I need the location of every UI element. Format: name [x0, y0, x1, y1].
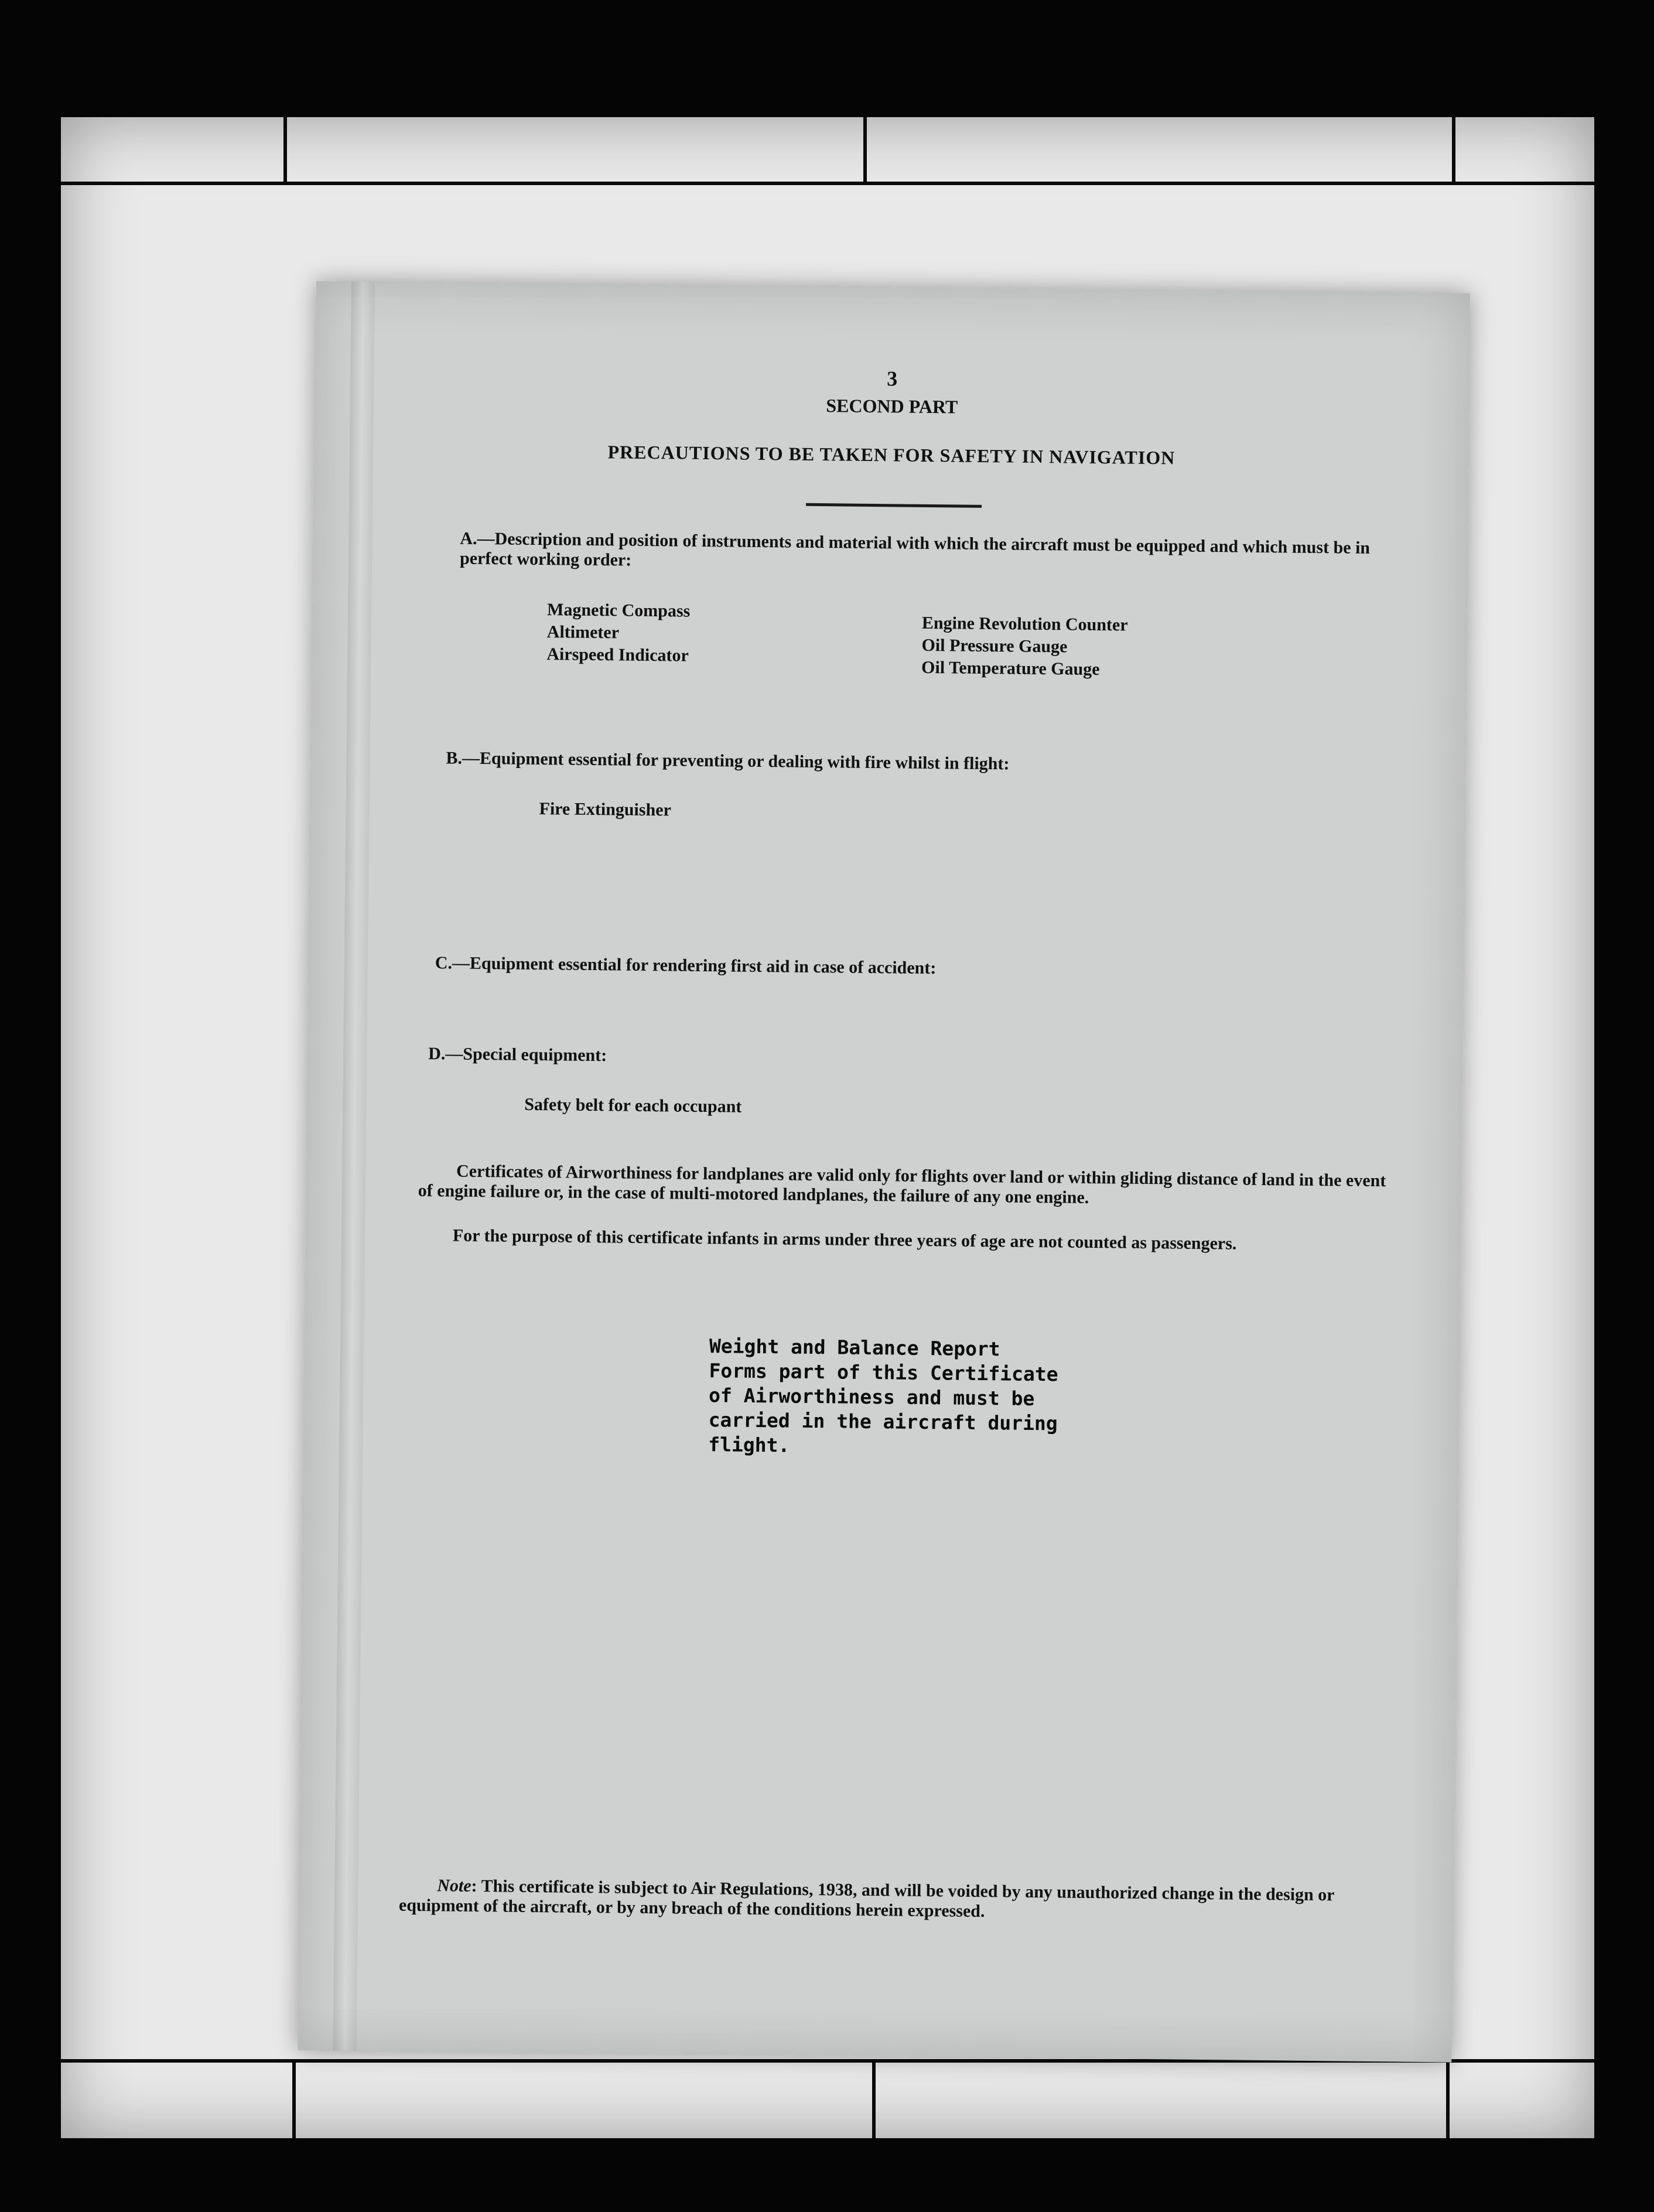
note-label: Note	[437, 1876, 471, 1896]
instrument-item: Oil Temperature Gauge	[921, 657, 1100, 680]
page-number: 3	[887, 367, 898, 391]
frame-line-vertical-1	[283, 117, 287, 183]
instrument-item: Oil Pressure Gauge	[921, 635, 1068, 657]
fire-equipment-item: Fire Extinguisher	[539, 799, 672, 820]
frame-line-top	[61, 182, 1594, 185]
part-title: SECOND PART	[826, 395, 958, 418]
typed-line: Weight and Balance Report	[709, 1334, 1000, 1361]
page-fold-shadow	[333, 282, 375, 2051]
infants-paragraph: For the purpose of this certificate infants in arms under three years of age are not counted as passengers.	[452, 1226, 1237, 1254]
instrument-item: Magnetic Compass	[546, 600, 691, 621]
section-d-text: D.—Special equipment:	[428, 1044, 607, 1066]
section-c-text: C.—Equipment essential for rendering first aid in case of accident:	[435, 953, 937, 978]
special-equipment-item: Safety belt for each occupant	[524, 1094, 742, 1117]
frame-line-vertical-2	[863, 117, 867, 183]
landplanes-paragraph: Certificates of Airworthiness for landplanes are valid only for flights over land or within gliding distance of land in the event of engine failure or, in the case of multi-motored landplanes, the failure of any one engine.	[418, 1161, 1386, 1207]
certificate-page	[298, 281, 1470, 2062]
typed-line: of Airworthiness and must be	[708, 1384, 1035, 1410]
page-heading: PRECAUTIONS TO BE TAKEN FOR SAFETY IN NAVIGATION	[607, 441, 1175, 469]
heading-rule	[806, 503, 982, 508]
instrument-item: Engine Revolution Counter	[921, 613, 1128, 635]
section-b-text: B.—Equipment essential for preventing or dealing with fire whilst in flight:	[446, 748, 1010, 774]
frame-line-vertical-3	[1452, 117, 1455, 183]
frame-line-vertical-6	[1446, 2061, 1450, 2138]
section-a-text: A.—Description and position of instruments and material with which the aircraft must be equipped and which must be in perfect working order:	[459, 528, 1371, 570]
typed-weight-balance-note	[708, 1334, 1058, 1460]
frame-line-vertical-5	[872, 2061, 876, 2138]
instrument-item: Altimeter	[546, 622, 620, 643]
note-text: : This certificate is subject to Air Regulations, 1938, and will be voided by any unauthorized change in the design or equipment of the aircraft, or by any breach of the conditions herein expressed.	[398, 1876, 1335, 1921]
regulations-note	[399, 1876, 1378, 1926]
typed-line: flight.	[708, 1433, 790, 1457]
typed-line: carried in the aircraft during	[708, 1408, 1058, 1435]
frame-line-vertical-4	[292, 2061, 296, 2138]
instrument-item: Airspeed Indicator	[546, 644, 689, 665]
typed-line: Forms part of this Certificate	[709, 1359, 1058, 1386]
